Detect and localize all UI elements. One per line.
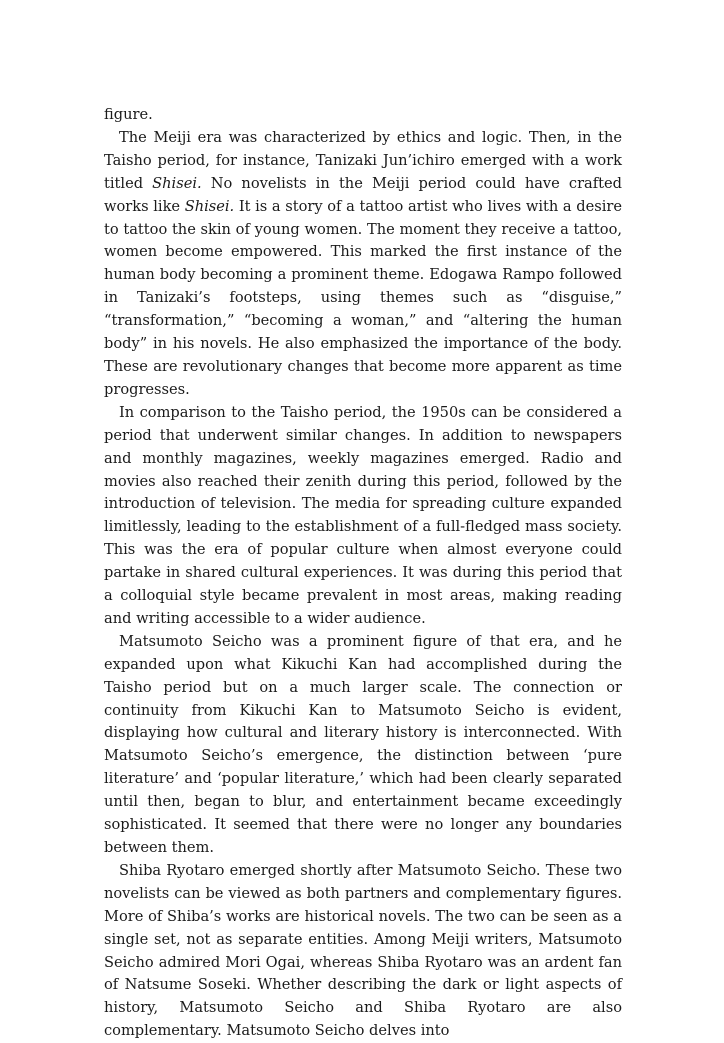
body-text: [104, 104, 622, 1043]
text-segment: In comparison to the Taisho period, the 1950s can be considered a period that underwent similar changes. In addition to newspapers and monthly magazines, weekly magazines emerged. Radio and movies also reached their zenith during this period, followed by the introduction of television. The media for spreading culture expanded limitlessly, leading to the establishment of a full-fledged mass society. This was the era of popular culture when almost everyone could partake in shared cultural experiences. It was during this period that a colloquial style became prevalent in most areas, making reading and writing accessible to a wider audience.: [104, 403, 622, 627]
paragraph: [104, 402, 622, 631]
text-segment: Shiba Ryotaro emerged shortly after Matsumoto Seicho. These two novelists can be viewed as both partners and complementary figures. More of Shiba’s works are historical novels. The two can be seen as a single set, not as separate entities. Among Meiji writers, Matsumoto Seicho admired Mori Ogai, whereas Shiba Ryotaro was an ardent fan of Natsume Soseki. Whether describing the dark or light aspects of history, Matsumoto Seicho and Shiba Ryotaro are also complementary. Matsumoto Seicho delves into: [104, 861, 622, 1040]
text-segment: The Meiji era was characterized by ethics and logic. Then, in the Taisho period, for instance, Tanizaki Jun’ichiro emerged with a work titled: [104, 128, 622, 192]
text-segment: It is a story of a tattoo artist who lives with a desire to tattoo the skin of young women. The moment they receive a tattoo, women become empowered. This marked the first instance of the human body becoming a prominent theme. Edogawa Rampo followed in Tanizaki’s footsteps, using themes such as “disguise,” “transformation,” “becoming a woman,” and “altering the human body” in his novels. He also emphasized the importance of the body. These are revolutionary changes that become more apparent as time progresses.: [104, 197, 622, 398]
work-title: Shisei.: [184, 197, 235, 215]
paragraph: [104, 104, 622, 127]
paragraph: [104, 127, 622, 402]
text-segment: Matsumoto Seicho was a prominent figure of that era, and he expanded upon what Kikuchi Kan had accomplished during the Taisho period but on a much larger scale. The connection or continuity from Kikuchi Kan to Matsumoto Seicho is evident, displaying how cultural and literary history is interconnected. With Matsumoto Seicho’s emergence, the distinction between ‘pure literature’ and ‘popular literature,’ which had been clearly separated until then, began to blur, and entertainment became exceedingly sophisticated. It seemed that there were no longer any boundaries between them.: [104, 632, 622, 856]
text-segment: figure.: [104, 106, 153, 123]
work-title: Shisei.: [152, 174, 202, 192]
paragraph: [104, 860, 622, 1043]
paragraph: [104, 631, 622, 860]
text-segment: No novelists in the Meiji period could have crafted works like: [104, 174, 622, 215]
